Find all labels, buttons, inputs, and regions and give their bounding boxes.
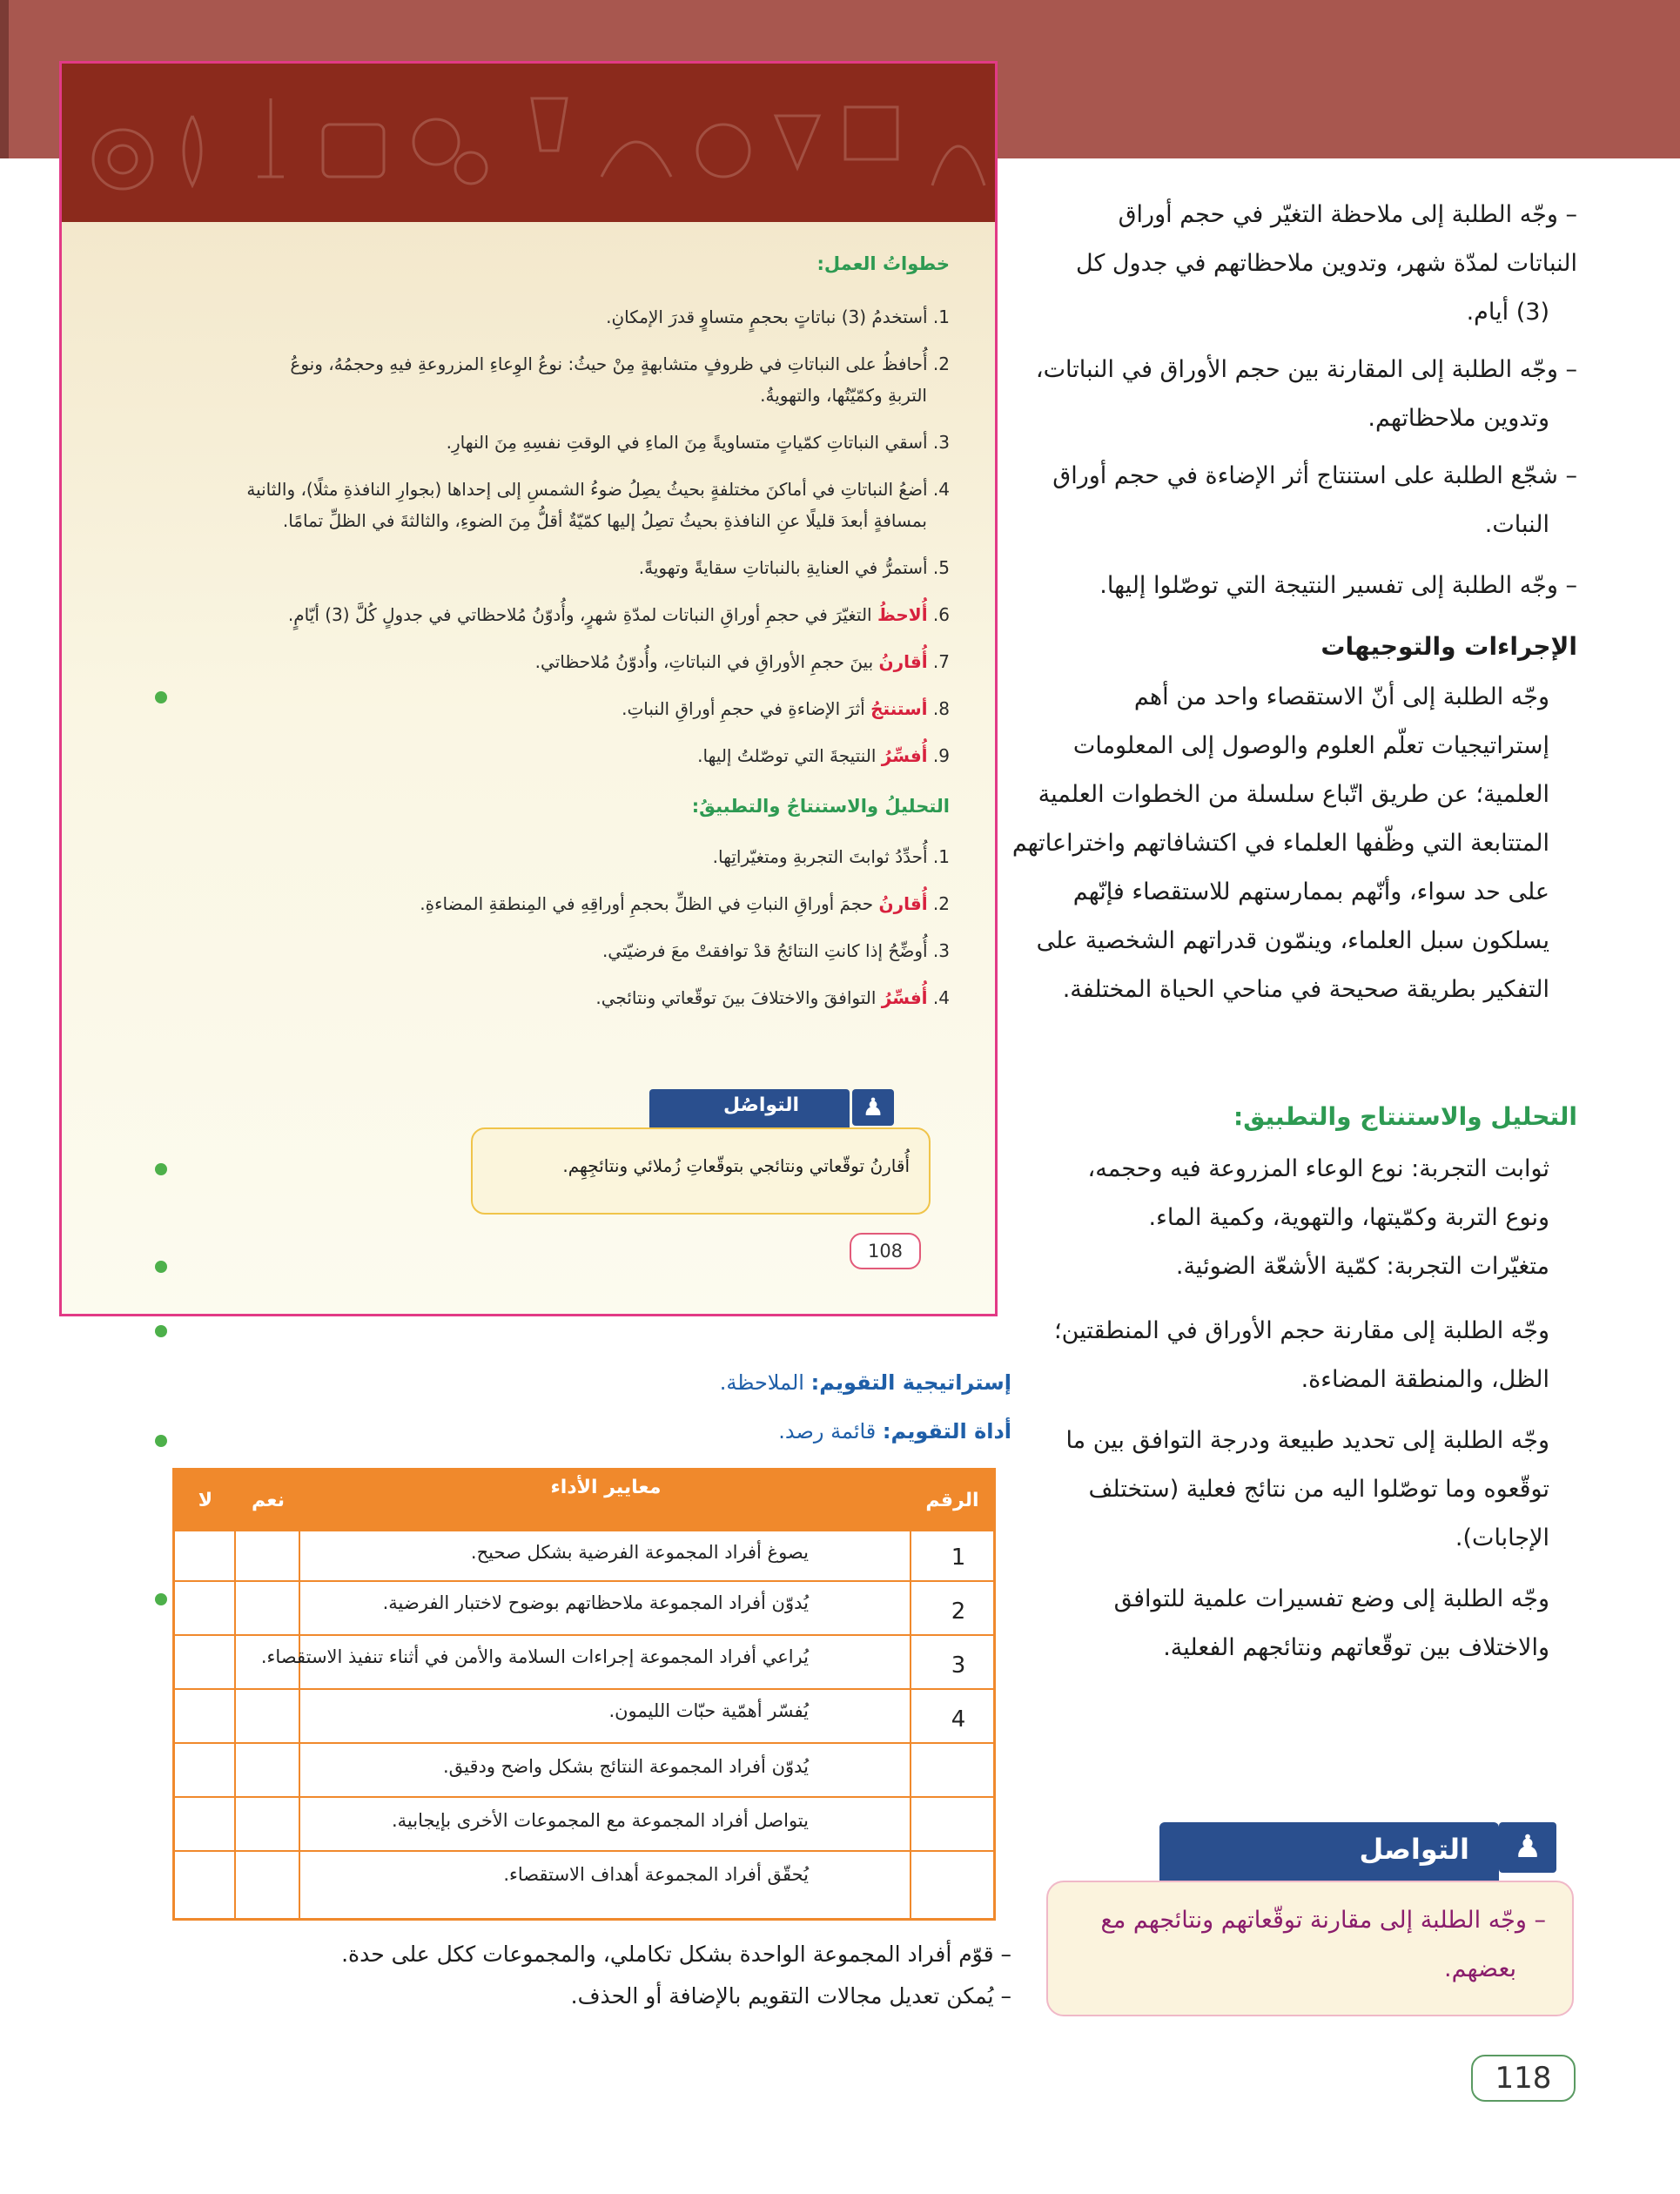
assessment-note-1: – قوّم أفراد المجموعة الواحدة بشكل تكاملي، والمجموعات ككل على حدة. — [341, 1942, 1011, 1967]
guide-line-3: (3) أيام. — [1466, 299, 1549, 326]
col-header-yes: نعم — [252, 1490, 285, 1511]
row-3-number: 3 — [951, 1652, 966, 1679]
row-6-criterion: يتواصل أفراد المجموعة مع المجموعات الأخرى بإيجابية. — [391, 1810, 809, 1831]
guide-line-2: النباتات لمدّة شهر، وتدوين ملاحظاتهم في جدول كل — [1076, 250, 1577, 277]
step-4-cont: بمسافةٍ أبعدَ قليلًا عنِ النافذةِ بحيثُ تصِلُ إليها كمّيّةٌ أقلُّ مِنَ الضوءِ، والثالثةَ في الظلِّ تمامًا. — [282, 510, 927, 531]
assessment-note-2: – يُمكن تعديل مجالات التقويم بالإضافة أو الحذف. — [570, 1983, 1011, 2009]
row-5-criterion: يُدوّن أفراد المجموعة النتائج بشكل واضح ودقيق. — [442, 1756, 809, 1777]
procedure-line-4: المتتابعة التي وظّفها العلماء في اكتشافاتهم واختراعاتهم — [1011, 830, 1549, 857]
analysis-2-keyword: أُقارنُ — [878, 893, 928, 914]
guide-line-1: – وجّه الطلبة إلى ملاحظة التغيّر في حجم أوراق — [1118, 201, 1577, 228]
communication-group-icon: ♟ — [1499, 1822, 1556, 1873]
inset-communication-text: أُقارنُ توقّعاتي ونتائجي بتوقّعاتِ زُملائي ونتائجِهِم. — [562, 1155, 910, 1176]
step-8: 8. أستنتجُ أثرَ الإضاءةِ في حجمِ أوراقِ النباتِ. — [622, 698, 950, 719]
student-book-page-inset — [59, 61, 998, 1316]
step-2-cont: التربةِ وكمّيّتُها، والتهويةُ. — [760, 385, 927, 406]
guide-line-8: – وجّه الطلبة إلى تفسير النتيجة التي توصّلوا إليها. — [1099, 572, 1577, 599]
bullet-icon — [155, 691, 167, 703]
step-7-keyword: أُقارنُ — [878, 651, 928, 672]
analysis-line-8: الإجابات). — [1455, 1524, 1549, 1551]
inset-communication-box — [471, 1127, 931, 1215]
bullet-icon — [155, 1593, 167, 1605]
step-9-keyword: أُفسِّرُ — [881, 745, 928, 766]
communication-line-2: بعضهم. — [1444, 1955, 1516, 1982]
row-4-criterion: يُفسّر أهمّية حبّات الليمون. — [608, 1700, 809, 1721]
step-4: 4. أضعُ النباتاتِ في أماكنَ مختلفةٍ بحيثُ يصِلُ ضوءُ الشمسِ إلى إحداها (بجوارِ النافذةِ مثلًا)، والثانية — [246, 479, 950, 500]
col-header-no: لا — [198, 1490, 213, 1511]
analysis-line-2: ونوع التربة وكمّيتها، والتهوية، وكمية الماء. — [1148, 1204, 1549, 1231]
bullet-icon — [155, 1435, 167, 1447]
row-3-criterion: يُراعي أفراد المجموعة إجراءات السلامة والأمن في أثناء تنفيذ الاستقصاء. — [260, 1646, 809, 1667]
step-1: 1. أستخدمُ (3) نباتاتٍ بحجمٍ متساوٍ قدرَ الإمكانِ. — [606, 306, 950, 327]
analysis-line-3: متغيّرات التجربة: كمّية الأشعّة الضوئية. — [1175, 1253, 1549, 1280]
step-6: 6. أُلاحظُ التغيّرَ في حجمِ أوراقِ النباتات لمدّةِ شهرٍ، وأُدوّنُ مُلاحظاتي في جدولٍ كُلَّ (3) أيّامٍ. — [287, 604, 950, 625]
step-9-text: النتيجةَ التي توصّلتُ إليها. — [697, 745, 877, 766]
step-7: 7. أُقارنُ بينَ حجمِ الأوراقِ في النباتاتِ، وأُدوّنُ مُلاحظاتي. — [534, 651, 950, 672]
procedure-line-6: يسلكون سبل العلماء، وينمّون قدراتهم الشخصية على — [1036, 927, 1549, 954]
tool-value: قائمة رصد. — [778, 1419, 877, 1444]
communication-icon: ♟ — [852, 1089, 894, 1126]
inset-page-number: 108 — [850, 1233, 921, 1269]
analysis-2-text: حجمَ أوراقِ النباتِ في الظلِّ بحجمِ أوراقِهِ في المِنطقةِ المضاءةِ. — [420, 893, 874, 914]
analysis-line-10: والاختلاف بين توقّعاتهم ونتائجهم الفعلية. — [1163, 1634, 1549, 1661]
analysis-line-7: توقّعوه وما توصّلوا اليه من نتائج فعلية (ستختلف — [1088, 1476, 1549, 1503]
analysis-4-text: التوافقَ والاختلافَ بينَ توقّعاتي ونتائجي. — [595, 987, 877, 1008]
bullet-icon — [155, 1325, 167, 1337]
analysis-3: 3. أُوضِّحُ إذا كانتِ النتائجُ قدْ توافقتْ معَ فرضيّتي. — [601, 940, 950, 961]
inset-analysis-heading: التحليلُ والاستنتاجُ والتطبيقُ: — [691, 796, 950, 817]
step-3: 3. أسقي النباتاتِ كمّياتٍ متساويةً مِنَ الماءِ في الوقتِ نفسِهِ مِنَ النهارِ. — [446, 432, 950, 453]
analysis-heading: التحليل والاستنتاج والتطبيق: — [1233, 1102, 1577, 1131]
guide-line-4: – وجّه الطلبة إلى المقارنة بين حجم الأوراق في النباتات، — [1035, 356, 1577, 383]
procedure-line-1: وجّه الطلبة إلى أنّ الاستقصاء واحد من أهم — [1133, 683, 1549, 710]
assessment-strategy — [185, 1370, 1011, 1395]
communication-tab — [1159, 1822, 1499, 1881]
analysis-4: 4. أُفسِّرُ التوافقَ والاختلافَ بينَ توقّعاتي ونتائجي. — [595, 987, 950, 1008]
row-4-number: 4 — [951, 1706, 966, 1733]
strategy-value: الملاحظة. — [719, 1370, 804, 1395]
inset-communication-tab — [649, 1089, 850, 1127]
guide-line-7: النبات. — [1484, 511, 1549, 538]
assessment-tool — [185, 1419, 1011, 1444]
procedure-line-5: على حد سواء، وأنّهم بممارستهم للاستقصاء فإنّهم — [1072, 878, 1549, 905]
analysis-4-keyword: أُفسِّرُ — [881, 987, 928, 1008]
bullet-icon — [155, 1163, 167, 1175]
analysis-line-5: الظل، والمنطقة المضاءة. — [1300, 1366, 1549, 1393]
strategy-label: إستراتيجية التقويم: — [810, 1370, 1011, 1395]
analysis-1: 1. أُحدِّدُ ثوابتَ التجربةِ ومتغيّراتِها. — [712, 846, 950, 867]
analysis-line-1: ثوابت التجربة: نوع الوعاء المزروعة فيه وحجمه، — [1087, 1155, 1549, 1182]
step-6-text: التغيّرَ في حجمِ أوراقِ النباتات لمدّةِ شهرٍ، وأُدوّنُ مُلاحظاتي في جدولٍ كُلَّ (3) أيّامٍ. — [287, 604, 872, 625]
guide-line-6: – شجّع الطلبة على استنتاج أثر الإضاءة في حجم أوراق — [1052, 462, 1577, 489]
row-1-number: 1 — [951, 1545, 966, 1571]
col-header-number: الرقم — [925, 1490, 979, 1511]
row-7-criterion: يُحقّق أفراد المجموعة أهداف الاستقصاء. — [503, 1864, 809, 1885]
inset-decorative-header — [62, 64, 995, 222]
procedures-heading: الإجراءات والتوجيهات — [1320, 632, 1577, 661]
col-header-criteria: معايير الأداء — [550, 1477, 662, 1498]
guide-line-5: وتدوين ملاحظاتهم. — [1368, 405, 1549, 432]
procedure-line-2: إستراتيجيات تعلّم العلوم والوصول إلى المعلومات — [1072, 732, 1549, 759]
tool-label: أداة التقويم: — [882, 1419, 1011, 1444]
step-7-text: بينَ حجمِ الأوراقِ في النباتاتِ، وأُدوّنُ مُلاحظاتي. — [534, 651, 874, 672]
step-5: 5. أستمرُّ في العنايةِ بالنباتاتِ سقايةً وتهويةً. — [638, 557, 950, 578]
row-2-criterion: يُدوّن أفراد المجموعة ملاحظاتهم بوضوح لاختبار الفرضية. — [382, 1592, 809, 1613]
steps-heading: خطواتُ العمل: — [816, 253, 950, 274]
communication-label: التواصل — [1359, 1833, 1469, 1866]
analysis-line-6: وجّه الطلبة إلى تحديد طبيعة ودرجة التوافق بين ما — [1065, 1427, 1549, 1454]
step-6-keyword: أُلاحظُ — [877, 604, 928, 625]
step-8-keyword: أستنتجُ — [870, 698, 928, 719]
row-1-criterion: يصوغ أفراد المجموعة الفرضية بشكل صحيح. — [470, 1542, 809, 1563]
communication-box — [1046, 1881, 1574, 2016]
step-2: 2. أُحافظُ على النباتاتِ في ظروفٍ متشابهةٍ مِنْ حيثُ: نوعُ الوِعاءِ المزروعةِ فيهِ وحجمُهُ، ونوعُ — [290, 353, 950, 374]
analysis-line-9: وجّه الطلبة إلى وضع تفسيرات علمية للتوافق — [1113, 1585, 1549, 1612]
procedure-line-7: التفكير بطريقة صحيحة في مناحي الحياة المختلفة. — [1062, 976, 1549, 1003]
analysis-2: 2. أُقارنُ حجمَ أوراقِ النباتِ في الظلِّ بحجمِ أوراقِهِ في المِنطقةِ المضاءةِ. — [420, 893, 950, 914]
observation-checklist-table — [172, 1468, 996, 1921]
step-8-text: أثرَ الإضاءةِ في حجمِ أوراقِ النباتِ. — [622, 698, 865, 719]
analysis-line-4: وجّه الطلبة إلى مقارنة حجم الأوراق في المنطقتين؛ — [1054, 1317, 1549, 1344]
row-2-number: 2 — [951, 1598, 966, 1625]
step-9: 9. أُفسِّرُ النتيجةَ التي توصّلتُ إليها. — [697, 745, 950, 766]
procedure-line-3: العلمية؛ عن طريق اتّباع سلسلة من الخطوات العلمية — [1038, 781, 1549, 808]
page-number: 118 — [1471, 2055, 1576, 2102]
inset-communication-label: التواصُل — [722, 1094, 799, 1116]
science-doodles-icon — [62, 64, 995, 222]
communication-line-1: – وجّه الطلبة إلى مقارنة توقّعاتهم ونتائجهم مع — [1100, 1907, 1546, 1934]
bullet-icon — [155, 1261, 167, 1273]
